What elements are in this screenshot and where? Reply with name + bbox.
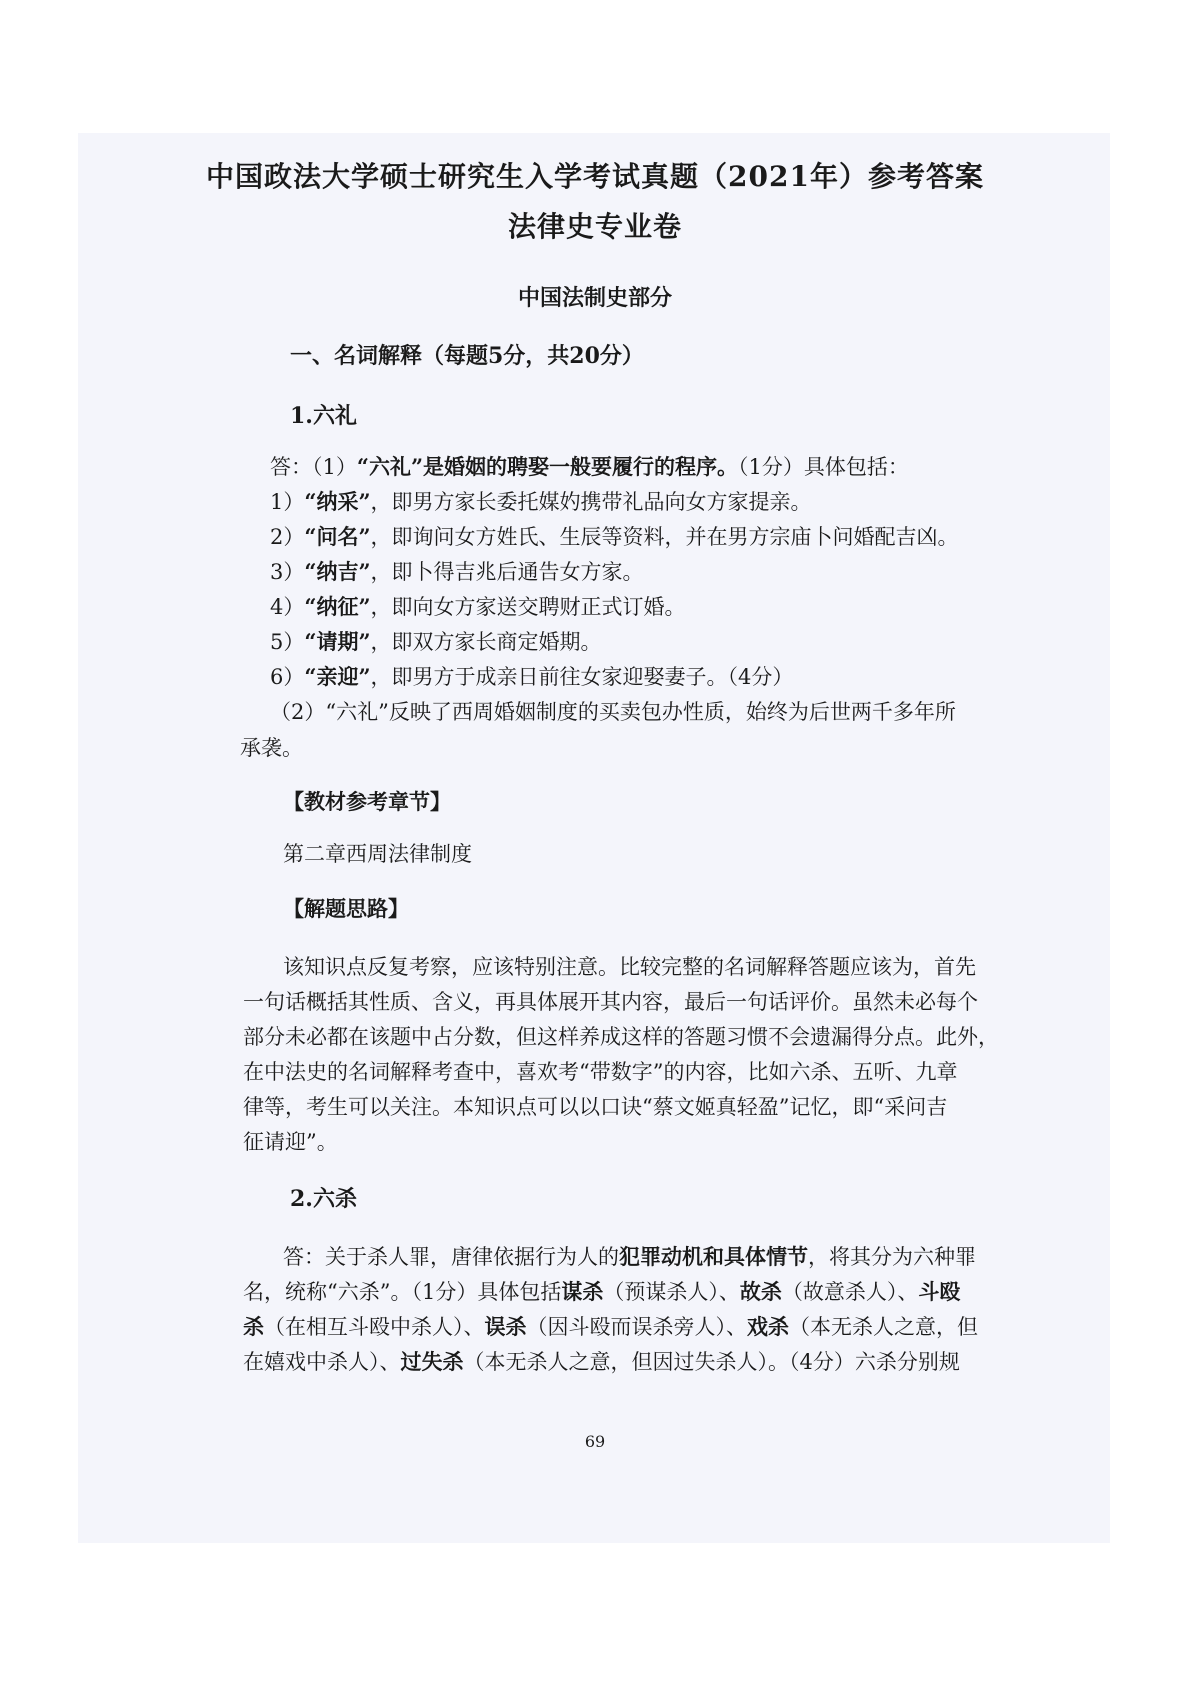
answer-2-line: 名，统称“六杀”。（1分）具体包括谋杀（预谋杀人）、故杀（故意杀人）、斗殴 — [243, 1279, 961, 1304]
list-item: 5）“请期”，即双方家长商定婚期。 — [270, 629, 602, 654]
question-1-heading: 1.六礼 — [290, 403, 357, 429]
part-heading: 一、名词解释（每题5分，共20分） — [290, 343, 644, 369]
answer-1-paragraph-2-cont: 承袭。 — [240, 736, 303, 760]
answer-score: （1分）具体包括： — [738, 455, 909, 479]
idea-line: 该知识点反复考察，应该特别注意。比较完整的名词解释答题应该为，首先 — [283, 955, 976, 979]
idea-tag: 【解题思路】 — [283, 896, 409, 921]
list-item: 1）“纳采”，即男方家长委托媒妁携带礼品向女方家提亲。 — [270, 489, 812, 514]
list-item: 4）“纳征”，即向女方家送交聘财正式订婚。 — [270, 594, 686, 619]
answer-prefix: 答：（1） — [270, 455, 357, 479]
list-item: 3）“纳吉”，即卜得吉兆后通告女方家。 — [270, 559, 644, 584]
answer-1-line — [270, 451, 909, 481]
reference-text: 第二章西周法律制度 — [283, 842, 472, 866]
idea-line: 一句话概括其性质、含义，再具体展开其内容，最后一句话评价。虽然未必每个 — [243, 990, 978, 1014]
idea-line: 律等，考生可以关注。本知识点可以以口诀“蔡文姬真轻盈”记忆，即“采问吉 — [243, 1095, 948, 1119]
answer-1-paragraph-2: （2）“六礼”反映了西周婚姻制度的买卖包办性质，始终为后世两千多年所 — [270, 700, 956, 724]
document-title: 中国政法大学硕士研究生入学考试真题（2021年）参考答案 — [206, 160, 984, 193]
question-2-heading: 2.六杀 — [290, 1186, 357, 1212]
answer-definition: “六礼”是婚姻的聘娶一般要履行的程序。 — [356, 454, 739, 479]
idea-line: 部分未必都在该题中占分数，但这样养成这样的答题习惯不会遗漏得分点。此外， — [243, 1025, 999, 1049]
answer-2-line: 杀（在相互斗殴中杀人）、误杀（因斗殴而误杀旁人）、戏杀（本无杀人之意，但 — [243, 1314, 978, 1339]
idea-line: 征请迎”。 — [243, 1130, 338, 1154]
section-heading: 中国法制史部分 — [517, 285, 672, 311]
document-subtitle: 法律史专业卷 — [507, 210, 682, 243]
list-item: 2）“问名”，即询问女方姓氏、生辰等资料，并在男方宗庙卜问婚配吉凶。 — [270, 524, 959, 549]
page-number: 69 — [584, 1432, 606, 1451]
answer-2-line: 在嬉戏中杀人）、过失杀（本无杀人之意，但因过失杀人）。（4分）六杀分别规 — [243, 1349, 960, 1374]
reference-tag: 【教材参考章节】 — [283, 789, 451, 814]
list-item: 6）“亲迎”，即男方于成亲日前往女家迎娶妻子。（4分） — [270, 664, 794, 689]
answer-2-line: 答：关于杀人罪，唐律依据行为人的犯罪动机和具体情节，将其分为六种罪 — [283, 1244, 976, 1269]
idea-line: 在中法史的名词解释考查中，喜欢考“带数字”的内容，比如六杀、五听、九章 — [243, 1060, 958, 1084]
